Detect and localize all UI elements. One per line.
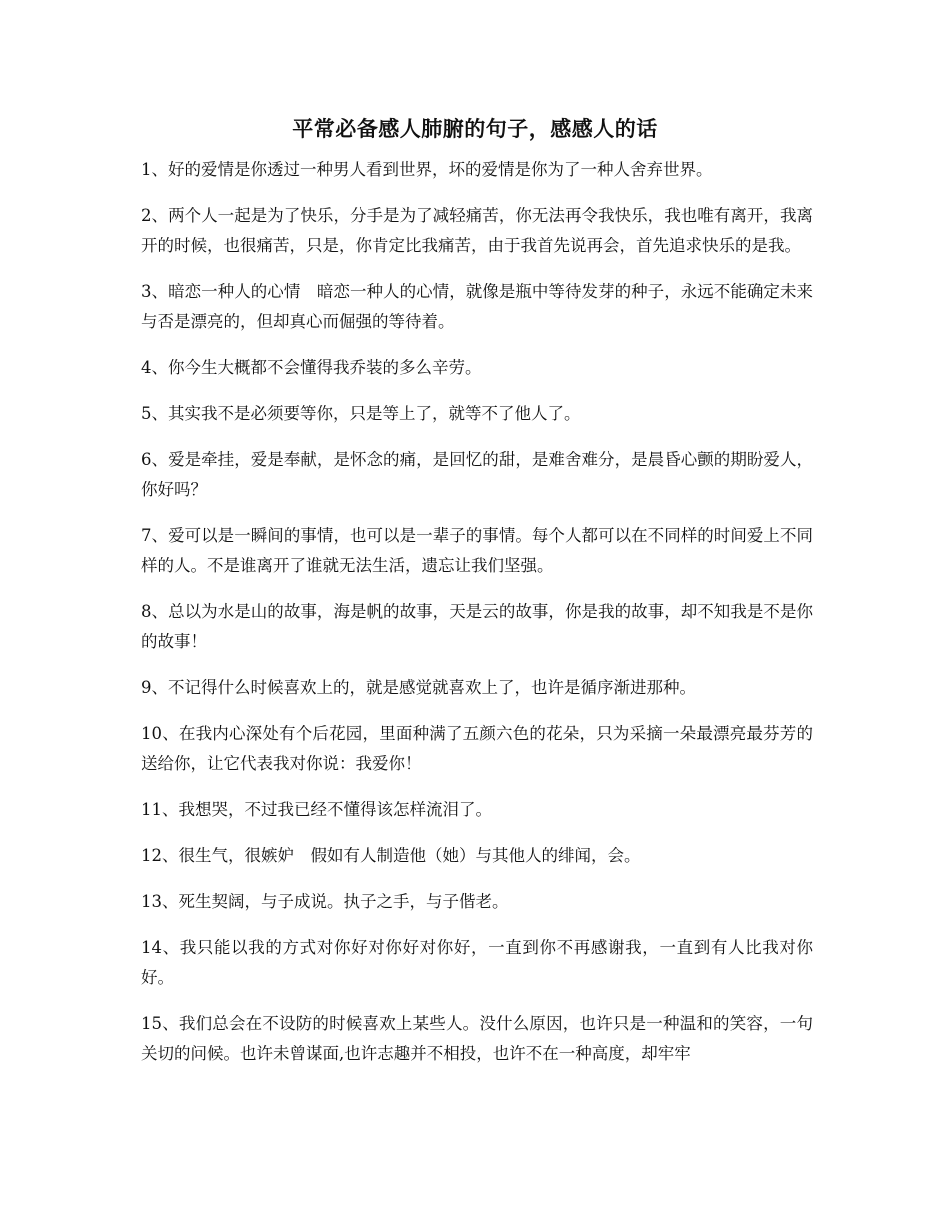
- paragraph-1: 1、好的爱情是你透过一种男人看到世界，坏的爱情是你为了一种人舍弃世界。: [141, 160, 713, 179]
- paragraph-13: 13、死生契阔，与子成说。执子之手，与子偕老。: [141, 892, 509, 911]
- document-title: 平常必备感人肺腑的句子，感感人的话: [292, 116, 658, 141]
- paragraph-9: 9、不记得什么时候喜欢上的，就是感觉就喜欢上了，也许是循序渐进那种。: [141, 678, 696, 697]
- paragraph-6: 6、爱是牵挂，爱是奉献，是怀念的痛，是回忆的甜，是难舍难分，是晨昏心颤的期盼爱人，你好吗？: [141, 450, 813, 499]
- paragraph-12: 12、很生气，很嫉妒 假如有人制造他（她）与其他人的绯闻，会。: [141, 846, 641, 865]
- paragraph-5: 5、其实我不是必须要等你，只是等上了，就等不了他人了。: [141, 404, 581, 423]
- paragraph-2: 2、两个人一起是为了快乐，分手是为了减轻痛苦，你无法再令我快乐，我也唯有离开，我离开的时候，也很痛苦，只是，你肯定比我痛苦，由于我首先说再会，首先追求快乐的是我。: [141, 206, 813, 255]
- document-body: [141, 155, 813, 1085]
- paragraph-3: 3、暗恋一种人的心情 暗恋一种人的心情，就像是瓶中等待发芽的种子，永远不能确定未来与否是漂亮的，但却真心而倔强的等待着。: [141, 282, 813, 331]
- paragraph-15: 15、我们总会在不设防的时候喜欢上某些人。没什么原因，也许只是一种温和的笑容，一句关切的问候。也许未曾谋面,也许志趣并不相投，也许不在一种高度，却牢牢: [141, 1014, 813, 1063]
- paragraph-7: 7、爱可以是一瞬间的事情，也可以是一辈子的事情。每个人都可以在不同样的时间爱上不同样的人。不是谁离开了谁就无法生活，遗忘让我们坚强。: [141, 526, 813, 575]
- paragraph-8: 8、总以为水是山的故事，海是帆的故事，天是云的故事，你是我的故事，却不知我是不是你的故事！: [141, 602, 813, 651]
- paragraph-4: 4、你今生大概都不会懂得我乔装的多么辛劳。: [141, 358, 482, 377]
- paragraph-14: 14、我只能以我的方式对你好对你好对你好，一直到你不再感谢我，一直到有人比我对你好。: [141, 938, 813, 987]
- paragraph-11: 11、我想哭，不过我已经不懂得该怎样流泪了。: [141, 800, 492, 819]
- paragraph-10: 10、在我内心深处有个后花园，里面种满了五颜六色的花朵，只为采摘一朵最漂亮最芬芳的送给你，让它代表我对你说：我爱你！: [141, 724, 813, 773]
